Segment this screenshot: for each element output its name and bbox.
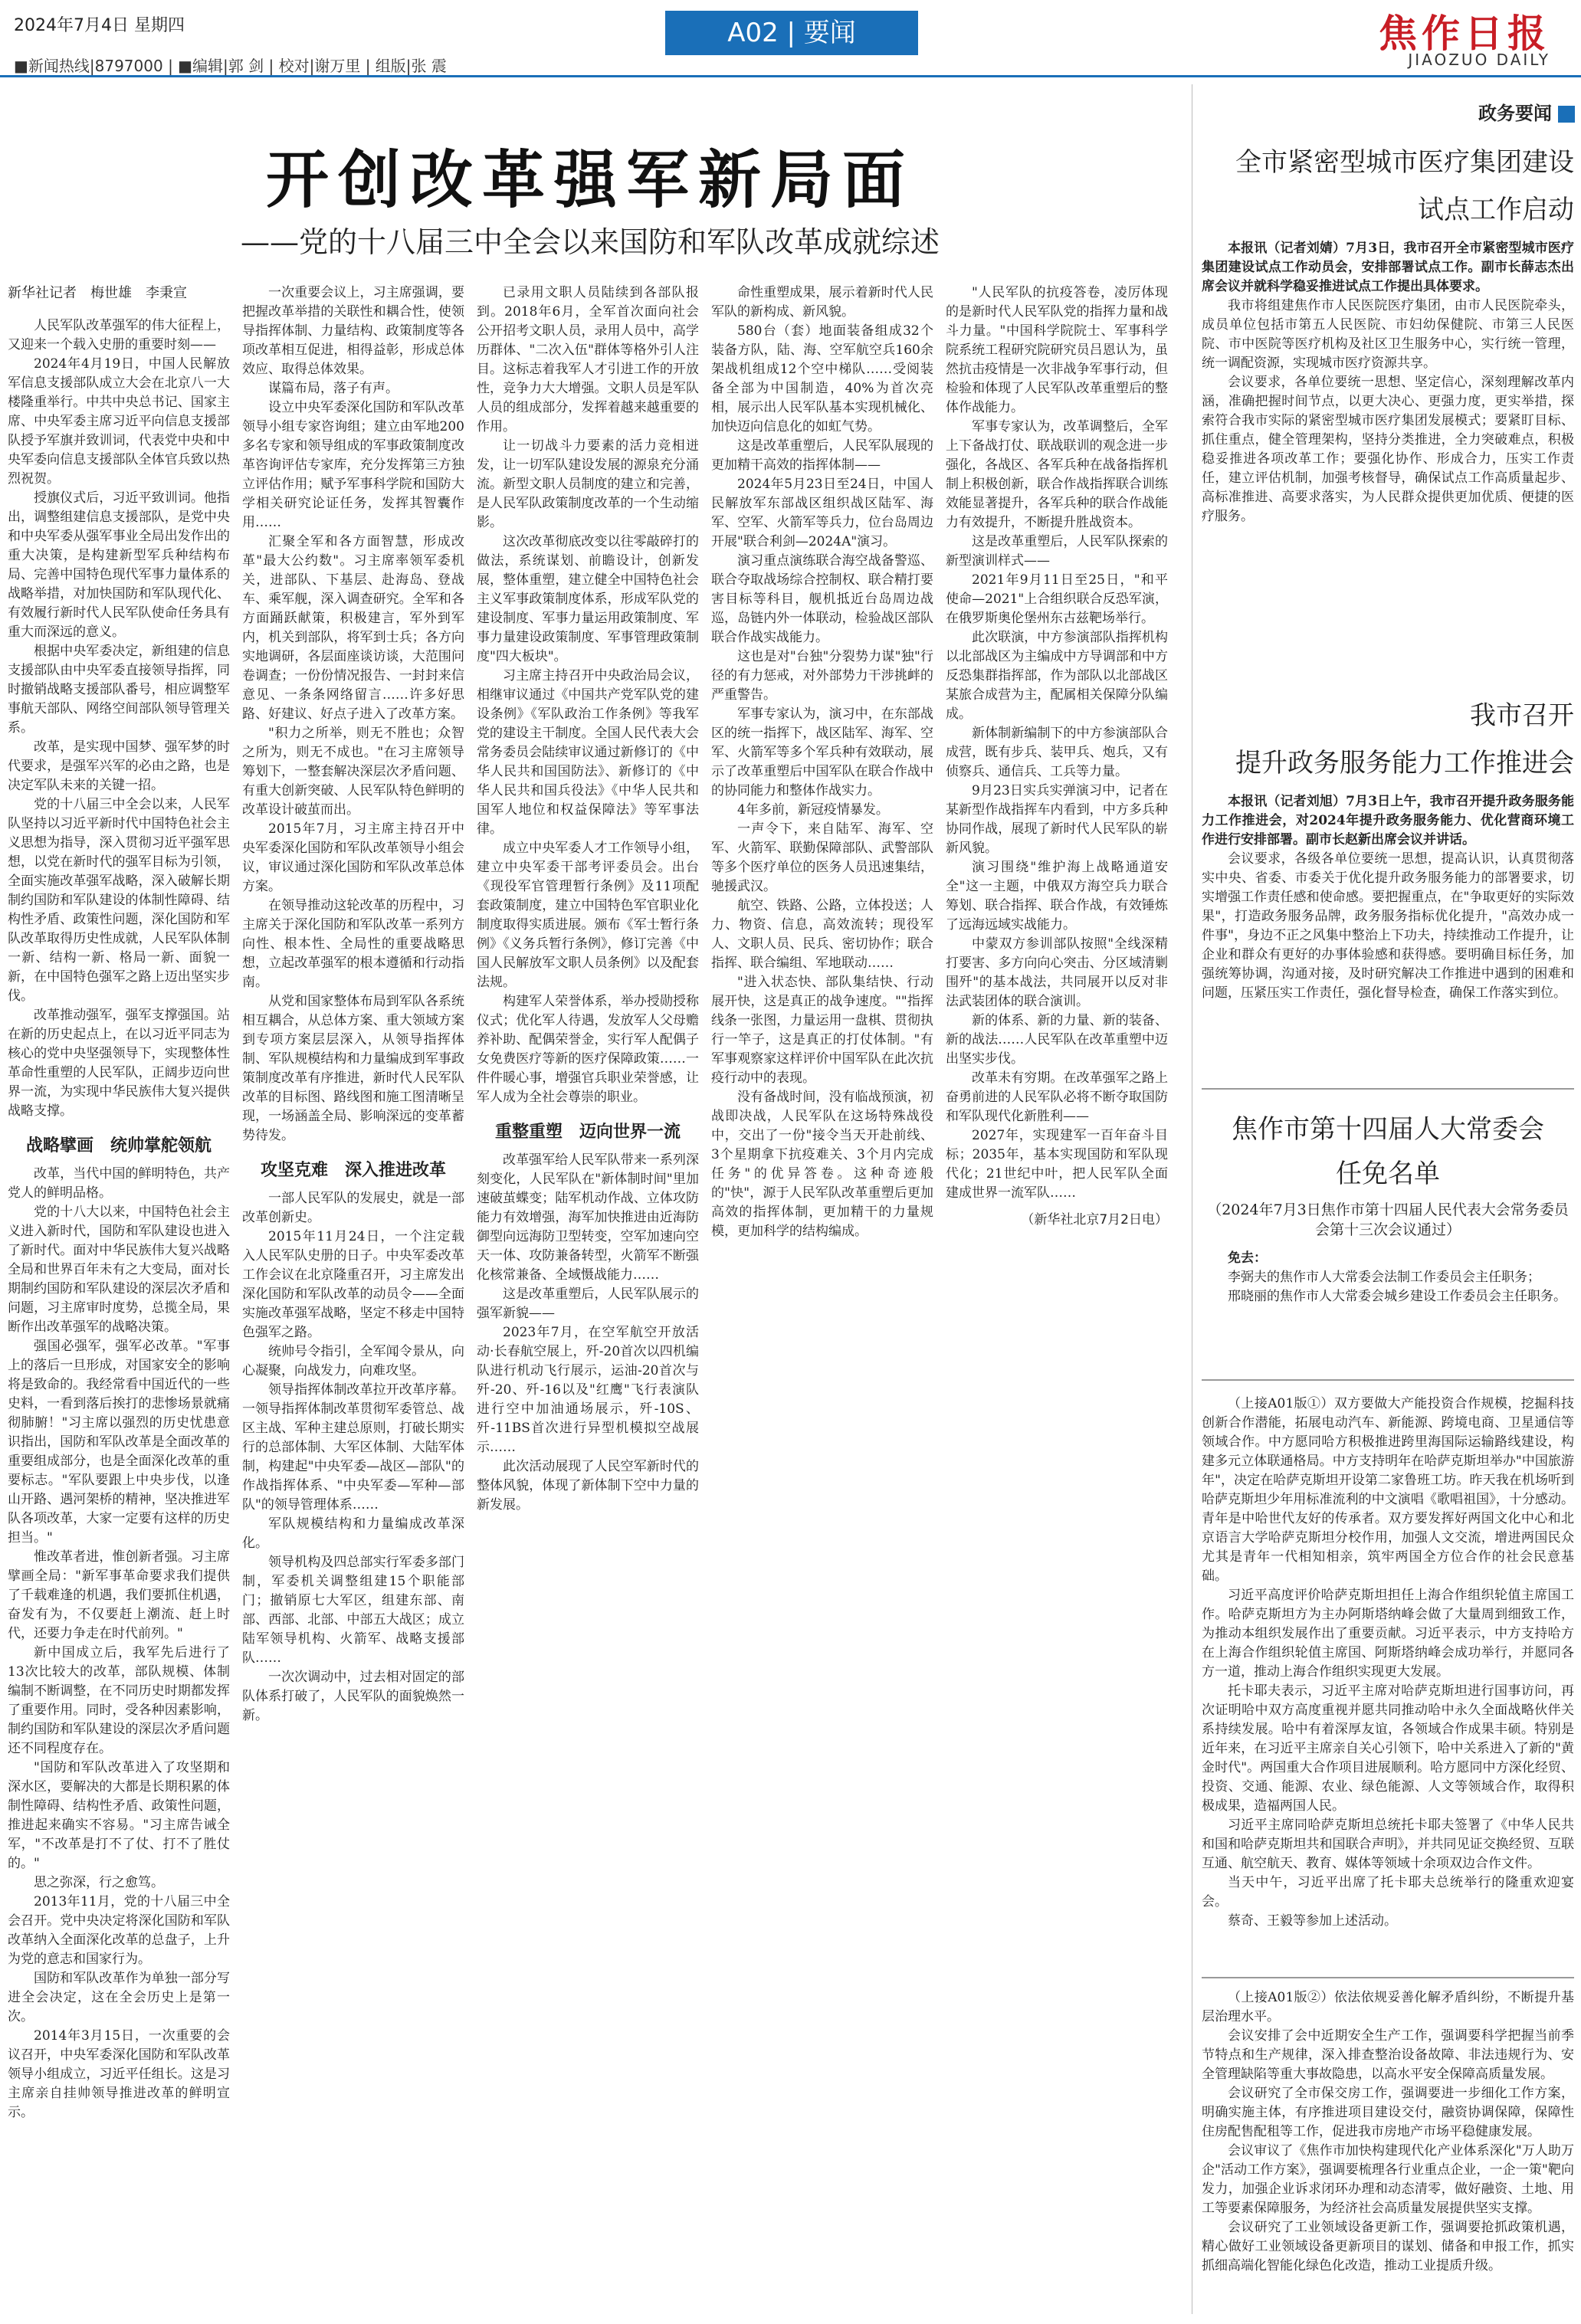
col4-paragraphs bbox=[711, 284, 933, 1241]
paragraph: 国防和军队改革作为单独一部分写进全会决定，这在全会历史上是第一次。 bbox=[8, 1971, 230, 2024]
paragraph: 4年多前，新冠疫情暴发。 bbox=[737, 802, 889, 818]
col3b-paragraphs bbox=[477, 1151, 699, 1515]
paragraph: 这是改革重塑后，人民军队展现的更加精干高效的指挥体制—— bbox=[711, 438, 933, 473]
paragraph: 托卡耶夫表示，习近平主席对哈萨克斯坦进行国事访问，再次证明哈中双方高度重视并愿共同推动哈中永久全面战略伙伴关系持续发展。哈中有着深厚友谊，各领域合作成果丰硕。特别是近年来，在习近平主席亲自关心引领下，哈中关系进入了新的"黄金时代"。两国重大合作项目进展顺利。哈方愿同中方深化经贸、投资、交通、能源、农业、绿色能源、人文等领域合作，取得积极成果，造福两国人民。 bbox=[1202, 1683, 1574, 1814]
paragraph: 构建军人荣誉体系，举办授勋授称仪式；优化军人待遇，发放军人父母赡养补助、配偶荣誉金，实行军人配偶子女免费医疗等新的医疗保障政策……一件件暖心事，增强官兵职业荣誉感，让军人成为全社会尊崇的职业。 bbox=[477, 994, 699, 1105]
newspaper-logo: 焦作日报 bbox=[1379, 11, 1550, 56]
lead-paragraph: 本报讯（记者刘旭）7月3日上午，我市召开提升政务服务能力工作推进会，对2024年提升政务服务能力、优化营商环境工作进行安排部署。副市长赵新出席会议并讲话。 bbox=[1202, 794, 1574, 847]
paragraph: "积力之所举，则无不胜也；众智之所为，则无不成也。"在习主席领导筹划下，一整套解决深层次矛盾问题、有重大创新突破、人民军队特色鲜明的改革设计破茧而出。 bbox=[242, 726, 464, 818]
paragraph: 此次活动展现了人民空军新时代的整体风貌，体现了新体制下空中力量的新发展。 bbox=[477, 1459, 699, 1513]
divider bbox=[1202, 1977, 1574, 1978]
paragraph: 命性重塑成果，展示着新时代人民军队的新构成、新风貌。 bbox=[711, 285, 933, 320]
paragraph: 会议安排了会中近期安全生产工作，强调要科学把握当前季节特点和生产规律，深入排查整治设备故障、非法违规行为、安全管理缺陷等重大事故隐患，以高水平安全保障高质量发展。 bbox=[1202, 2028, 1574, 2082]
article-columns bbox=[8, 284, 1173, 2306]
section-heading-3: 重整重塑 迈向世界一流 bbox=[494, 1123, 681, 1142]
col5-paragraphs bbox=[946, 284, 1168, 1203]
paragraph: 会议研究了工业领域设备更新工作，强调要抢抓政策机遇，精心做好工业领域设备更新项目的谋划、储备和申报工作，抓实抓细高端化智能化绿色化改造，推动工业提质升级。 bbox=[1202, 2220, 1574, 2273]
paragraph: 新体制新编制下的中方参演部队合成营，既有步兵、装甲兵、炮兵，又有侦察兵、通信兵、工兵等力量。 bbox=[946, 726, 1168, 779]
article-credit: （新华社北京7月2日电） bbox=[1021, 1212, 1168, 1228]
removal-label: 免去： bbox=[1228, 1251, 1267, 1266]
section-label: 政务要闻 bbox=[1478, 98, 1575, 125]
paragraph: 成立中央军委人才工作领导小组，建立中央军委干部考评委员会。出台《现役军官管理暂行条例》及11项配套政策制度，建立中国特色军官职业化制度取得实质进展。颁布《军士暂行条例》《义务兵暂行条例》，修订完善《中国人民解放军文职人员条例》以及配套法规。 bbox=[477, 841, 699, 990]
paragraph: 一次重要会议上，习主席强调，要把握改革举措的关联性和耦合性，使领导指挥体制、力量结构、政策制度等各项改革相互促进，相得益彰，形成总体效应、取得总体效果。 bbox=[242, 285, 464, 377]
paragraph: 一声令下，来自陆军、海军、空军、火箭军、联勤保障部队、武警部队等多个医疗单位的医务人员迅速集结，驰援武汉。 bbox=[711, 821, 933, 894]
paragraph: 此次联演，中方参演部队指挥机构以北部战区为主编成中方导调部和中方反恐集群指挥部，作为部队以北部战区某旅合成营为主，配属相关保障分队编成。 bbox=[946, 630, 1168, 722]
paragraph: 新中国成立后，我军先后进行了13次比较大的改革，部队规模、体制编制不断调整，在不同历史时期都发挥了重要作用。同时，受各种因素影响，制约国防和军队建设的深层次矛盾问题还不同程度存在。 bbox=[8, 1645, 230, 1756]
headline-line-2: 提升政务服务能力工作推进会 bbox=[1235, 748, 1574, 778]
main-article bbox=[0, 84, 1180, 2314]
paragraph: 领导指挥体制改革拉开改革序幕。一领导指挥体制改革贯彻军委管总、战区主战、军种主建总原则，打破长期实行的总部体制、大军区体制、大陆军体制，构建起"中央军委—战区—部队"的作战指挥体系、"中央军委—军种—部队"的领导管理体系…… bbox=[242, 1382, 464, 1513]
paragraph: 思之弥深，行之愈笃。 bbox=[34, 1875, 164, 1890]
headline-line-1: 焦作市第十四届人大常委会 bbox=[1232, 1114, 1544, 1145]
paragraph: 这是改革重塑后，人民军队展示的强军新貌—— bbox=[477, 1287, 699, 1321]
article-continued-2 bbox=[1202, 1988, 1574, 2310]
column-1 bbox=[8, 284, 230, 2306]
paragraph: 这是改革重塑后，人民军队探索的新型演训样式—— bbox=[946, 534, 1168, 569]
headline-line-1: 全市紧密型城市医疗集团建设 bbox=[1235, 147, 1574, 178]
paragraph: 李弼夫的焦作市人大常委会法制工作委员会主任职务； bbox=[1228, 1270, 1540, 1285]
paragraph: 习近平主席同哈萨克斯坦总统托卡耶夫签署了《中华人民共和国和哈萨克斯坦共和国联合声明》，并共同见证交换经贸、互联互通、航空航天、教育、媒体等领域十余项双边合作文件。 bbox=[1202, 1818, 1574, 1871]
lead-paragraph: 本报讯（记者刘婧）7月3日，我市召开全市紧密型城市医疗集团建设试点工作动员会，安排部署试点工作。副市长薛志杰出席会议并就科学稳妥推进试点工作提出具体要求。 bbox=[1202, 241, 1574, 294]
paragraph: 已录用文职人员陆续到各部队报到。2018年6月，全军首次面向社会公开招考文职人员，录用人员中，高学历群体、"二次入伍"群体等格外引人注目。这标志着我军人才引进工作的开放性，竞争力大大增强。文职人员是军队人员的组成部分，发挥着越来越重要的作用。 bbox=[477, 285, 699, 434]
paragraph: 2014年3月15日，一次重要的会议召开，中央军委深化国防和军队改革领导小组成立，习近平任组长。这是习主席亲自挂帅领导推进改革的鲜明宣示。 bbox=[8, 2028, 230, 2120]
paragraph: 2027年，实现建军一百年奋斗目标；2035年，基本实现国防和军队现代化；21世纪中叶，把人民军队全面建成世界一流军队…… bbox=[946, 1128, 1168, 1201]
paragraph: "国防和军队改革进入了攻坚期和深水区，要解决的大都是长期积累的体制性障碍、结构性矛盾、政策性问题，推进起来确实不容易。"习主席告诫全军，"不改革是打不了仗、打不了胜仗的。" bbox=[8, 1760, 230, 1871]
paragraph: 2024年4月19日，中国人民解放军信息支援部队成立大会在北京八一大楼隆重举行。中共中央总书记、国家主席、中央军委主席习近平向信息支援部队授予军旗并致训词，代表党中央和中央军委向信息支援部队全体官兵致以热烈祝贺。 bbox=[8, 356, 230, 487]
column-2 bbox=[242, 284, 464, 2306]
page-header bbox=[0, 0, 1581, 77]
paragraph: 演习重点演练联合海空战备警巡、联合夺取战场综合控制权、联合精打要害目标等科目，舰机抵近台岛周边战巡，岛链内外一体联动，检验战区部队联合作战实战能力。 bbox=[711, 553, 933, 645]
paragraph: 谋篇布局，落子有声。 bbox=[268, 381, 399, 396]
paragraph: 改革，是实现中国梦、强军梦的时代要求，是强军兴军的必由之路，也是决定军队未来的关键一招。 bbox=[8, 739, 230, 793]
paragraph: 演习围绕"维护海上战略通道安全"这一主题，中俄双方海空兵力联合筹划、联合指挥、联合作战，有效锤炼了远海远域实战能力。 bbox=[946, 860, 1168, 933]
paragraph: 一部人民军队的发展史，就是一部改革创新史。 bbox=[242, 1191, 464, 1225]
paragraph: 军事专家认为，改革调整后，全军上下备战打仗、联战联训的观念进一步强化，各战区、各军兵种在战备指挥机制上积极创新，联合作战指挥联合训练效能显著提升，各军兵种的联合作战能力有效提升，不断提升胜战资本。 bbox=[946, 419, 1168, 530]
body-paragraphs bbox=[1202, 850, 1574, 1003]
col1-paragraphs bbox=[8, 316, 230, 1121]
section-heading-1: 战略擘画 统帅掌舵领航 bbox=[25, 1136, 212, 1155]
headline-line-2: 任免名单 bbox=[1336, 1159, 1440, 1189]
col3-paragraphs bbox=[477, 284, 699, 1107]
paragraph: 改革强军给人民军队带来一系列深刻变化，人民军队在"新体制时间"里加速破茧蝶变；陆军机动作战、立体攻防能力有效增强，海军加快推进由近海防御型向远海防卫型转变，空军加速向空天一体、攻防兼备转型，火箭军不断强化核常兼备、全域慑战能力…… bbox=[477, 1152, 699, 1283]
paragraph: 没有备战时间，没有临战预演，初战即决战，人民军队在这场特殊战役中，交出了一份"接令当天开赴前线、3个星期拿下抗疫难关、3个月内完成任务"的优异答卷。这种奇迹般的"快"，源于人民军队改革重塑后更加高效的指挥体制，更加精干的力量规模，更加科学的结构编成。 bbox=[711, 1090, 933, 1239]
paragraph: 2015年11月24日，一个注定载入人民军队史册的日子。中央军委改革工作会议在北京隆重召开，习主席发出深化国防和军队改革的动员令——全面实施改革强军战略，坚定不移走中国特色强军之路。 bbox=[242, 1229, 464, 1340]
body-paragraphs bbox=[1202, 2027, 1574, 2276]
header-rule bbox=[0, 75, 1581, 77]
paragraph: 从党和国家整体布局到军队各系统相互耦合，从总体方案、重大领域方案到专项方案层层深入，从领导指挥体制、军队规模结构和力量编成到军事政策制度改革有序推进，新时代人民军队改革的目标图、路线图和施工图清晰呈现，一场涵盖全局、影响深远的变革蓄势待发。 bbox=[242, 994, 464, 1143]
removal-items bbox=[1202, 1268, 1574, 1306]
article-subtitle: ——党的十八届三中全会以来国防和军队改革成就综述 bbox=[240, 225, 940, 259]
paragraph: 改革未有穷期。在改革强军之路上奋勇前进的人民军队必将不断夺取国防和军队现代化新胜利—— bbox=[946, 1070, 1168, 1124]
column-4 bbox=[711, 284, 933, 2306]
newspaper-logo-en: JIAOZUO DAILY bbox=[1408, 51, 1550, 69]
paragraph: 邢晓丽的焦作市人大常委会城乡建设工作委员会主任职务。 bbox=[1228, 1289, 1566, 1304]
article-government-services bbox=[1202, 697, 1574, 1003]
paragraph: 新的体系、新的力量、新的装备、新的战法……人民军队在改革重塑中迈出坚实步伐。 bbox=[946, 1013, 1168, 1067]
paragraph: 我市将组建焦作市人民医院医疗集团，由市人民医院牵头，成员单位包括市第五人民医院、市妇幼保健院、市第三人民医院、市中医院等医疗机构及社区卫生服务中心，实行统一管理，统一调配资源，实现城市医疗资源共享。 bbox=[1202, 298, 1574, 371]
divider bbox=[1202, 1088, 1574, 1090]
article-appointment-list bbox=[1202, 1111, 1574, 1306]
session-note: （2024年7月3日焦作市第十四届人民代表大会常务委员会第十三次会议通过） bbox=[1207, 1201, 1569, 1238]
paragraph: 军事专家认为，演习中，在东部战区的统一指挥下，战区陆军、海军、空军、火箭军等多个军兵种有效联动，展示了改革重塑后中国军队在联合作战中的协同能力和整体作战实力。 bbox=[711, 706, 933, 798]
headline-line-1: 我市召开 bbox=[1470, 700, 1574, 731]
paragraph: 习主席主持召开中央政治局会议，相继审议通过《中国共产党军队党的建设条例》《军队政治工作条例》等我军党的建设主干制度。全国人民代表大会常务委员会陆续审议通过新修订的《中华人民共和国国防法》、新修订的《中华人民共和国兵役法》《中华人民共和国军人地位和权益保障法》等军事法律。 bbox=[477, 668, 699, 837]
paragraph: 当天中午，习近平出席了托卡耶夫总统举行的隆重欢迎宴会。 bbox=[1202, 1875, 1574, 1909]
headline-line-2: 试点工作启动 bbox=[1418, 195, 1574, 225]
paragraph: 蔡奇、王毅等参加上述活动。 bbox=[1228, 1913, 1397, 1929]
paragraph: 在领导推动这轮改革的历程中，习主席关于深化国防和军队改革一系列方向性、根本性、全局性的重要战略思想，立起改革强军的根本遵循和行动指南。 bbox=[242, 898, 464, 990]
paragraph: 设立中央军委深化国防和军队改革领导小组专家咨询组；建立由军地200多名专家和领导组成的军事政策制度改革咨询评估专家库，充分发挥第三方独立评估作用；赋予军事科学院和国防大学相关研究论证任务，发挥其智囊作用…… bbox=[242, 400, 464, 530]
body-paragraphs bbox=[1202, 1586, 1574, 1931]
paragraph: 让一切战斗力要素的活力竞相迸发，让一切军队建设发展的源泉充分涌流。新型文职人员制度的建立和完善，是人民军队政策制度改革的一个生动缩影。 bbox=[477, 438, 699, 530]
paragraph: 汇聚全军和各方面智慧，形成改革"最大公约数"。习主席率领军委机关，进部队、下基层、赴海岛、登战车、乘军舰，深入调查研究。全军和各方面踊跃献策，积极建言，军外到军内，机关到部队，将军到士兵；各方向实地调研，各层面座谈访谈，大范围问卷调查；一份份情况报告、一封封来信意见、一条条网络留言……许多好思路、好建议、好点子进入了改革方案。 bbox=[242, 534, 464, 722]
paragraph: 根据中央军委决定，新组建的信息支援部队由中央军委直接领导指挥，同时撤销战略支援部队番号，相应调整军事航天部队、网络空间部队领导管理关系。 bbox=[8, 644, 230, 736]
section-heading-2: 攻坚克难 深入推进改革 bbox=[260, 1161, 446, 1180]
paragraph: 强国必强军，强军必改革。"军事上的落后一旦形成，对国家安全的影响将是致命的。我经常看中国近代的一些史料，一看到落后挨打的悲惨场景就痛彻肺腑！"习主席以强烈的历史忧患意识指出，国防和军队改革是全面改革的重要组成部分，也是全面深化改革的重要标志。"军队要跟上中央步伐，以逢山开路、遇河架桥的精神，坚决推进军队各项改革，大家一定要有这样的历史担当。" bbox=[8, 1339, 230, 1546]
paragraph: 会议研究了全市保交房工作，强调要进一步细化工作方案，明确实施主体，有序推进项目建设交付，融资协调保障，保障性住房配售配租等工作，促进我市房地产市场平稳健康发展。 bbox=[1202, 2086, 1574, 2139]
lead-paragraph: （上接A01版②）依法依规妥善化解矛盾纠纷，不断提升基层治理水平。 bbox=[1202, 1990, 1574, 2024]
paragraph: 人民军队改革强军的伟大征程上，又迎来一个载入史册的重要时刻—— bbox=[8, 318, 230, 352]
paragraph: 9月23日实兵实弹演习中，记者在某新型作战指挥车内看到，中方多兵种协同作战，展现了新时代人民军队的崭新风貌。 bbox=[946, 783, 1168, 856]
sidebar bbox=[1192, 84, 1575, 2314]
paragraph: 2015年7月，习主席主持召开中央军委深化国防和军队改革领导小组会议，审议通过深化国防和军队改革总体方案。 bbox=[242, 821, 464, 894]
paragraph: 授旗仪式后，习近平致训词。他指出，调整组建信息支援部队，是党中央和中央军委从强军事业全局出发作出的重大决策，是构建新型军兵种结构布局、完善中国特色现代军事力量体系的战略举措，对加快国防和军队现代化、有效履行新时代人民军队使命任务具有重大而深远的意义。 bbox=[8, 490, 230, 640]
paragraph: 中蒙双方参训部队按照"全线深精打要害、多方向向心突击、分区域清剿围歼"的基本战法，共同展开以反对非法武装团体的联合演训。 bbox=[946, 936, 1168, 1009]
column-5 bbox=[946, 284, 1168, 2306]
col2-paragraphs bbox=[242, 284, 464, 1146]
issue-date: 2024年7月4日 星期四 bbox=[14, 16, 185, 35]
article-continued-1 bbox=[1202, 1395, 1574, 1969]
paragraph: 2023年7月，在空军航空开放活动·长春航空展上，歼-20首次以四机编队进行机动飞行展示，运油-20首次与歼-20、歼-16以及"红鹰"飞行表演队进行空中加油通场展示，歼-10S、歼-11BS首次进行异型机模拟空战展示…… bbox=[477, 1325, 699, 1455]
paragraph: 会议要求，各级各单位要统一思想，提高认识，认真贯彻落实中央、省委、市委关于优化提升政务服务能力的部署要求，切实增强工作责任感和使命感。要把握重点，在"争取更好的实际效果"，打造政务服务品牌，政务服务指标优化提升，"高效办成一件事"，身边不正之风集中整治上下功夫，持续推动工作提升，让企业和群众有更好的办事体验感和获得感。要明确目标任务，加强统筹协调，沟通对接，及时研究解决工作推进中遇到的困难和问题，压紧压实工作责任，强化督导检查，确保工作落实到位。 bbox=[1202, 851, 1574, 1001]
col1b-paragraphs bbox=[8, 1165, 230, 2122]
paragraph: 航空、铁路、公路，立体投送；人力、物资、信息，高效流转；现役军人、文职人员、民兵、密切协作；联合指挥、联合编组、军地联动…… bbox=[711, 898, 933, 971]
byline: 新华社记者 梅世雄 李秉宣 bbox=[8, 285, 187, 301]
paragraph: 军队规模结构和力量编成改革深化。 bbox=[242, 1516, 464, 1551]
paragraph: "人民军队的抗疫答卷，凌厉体现的是新时代人民军队党的指挥力量和战斗力量。"中国科学院院士、军事科学院系统工程研究院研究员吕恩认为，虽然抗击疫情是一次非战争军事行动，但检验和体现了人民军队改革重塑后的整体作战能力。 bbox=[946, 285, 1168, 415]
paragraph: 惟改革者进，惟创新者强。习主席擘画全局："新军事革命要求我们提供了千载难逢的机遇，我们要抓住机遇，奋发有为，不仅要赶上潮流、赶上时代，还要力争走在时代前列。" bbox=[8, 1549, 230, 1641]
paragraph: 2024年5月23日至24日，中国人民解放军东部战区组织战区陆军、海军、空军、火箭军等兵力，位台岛周边开展"联合利剑—2024A"演习。 bbox=[711, 477, 933, 549]
column-3 bbox=[477, 284, 699, 2306]
paragraph: 2021年9月11日至25日，"和平使命—2021"上合组织联合反恐军演，在俄罗斯奥伦堡州东古兹靶场举行。 bbox=[946, 572, 1168, 626]
body-paragraphs bbox=[1202, 297, 1574, 526]
paragraph: 领导机构及四总部实行军委多部门制，军委机关调整组建15个职能部门；撤销原七大军区，组建东部、南部、西部、北部、中部五大战区；成立陆军领导机构、火箭军、战略支援部队…… bbox=[242, 1555, 464, 1666]
article-medical-group bbox=[1202, 144, 1574, 526]
paragraph: 580台（套）地面装备组成32个装备方队，陆、海、空军航空兵160余架战机组成12个空中梯队……受阅装备全部为中国制造，40%为首次亮相，展示出人民军队基本实现机械化、加快迈向信息化的如虹气势。 bbox=[711, 323, 933, 434]
paragraph: 改革，当代中国的鲜明特色，共产党人的鲜明品格。 bbox=[8, 1166, 230, 1201]
paragraph: 这次改革彻底改变以往零敲碎打的做法，系统谋划、前瞻设计，创新发展，整体重塑，建立健全中国特色社会主义军事政策制度体系，形成军队党的建设制度、军事力量运用政策制度、军事力量建设政策制度、军事管理政策制度"四大板块"。 bbox=[477, 534, 699, 664]
paragraph: 会议审议了《焦作市加快构建现代化产业体系深化"万人助万企"活动工作方案》，强调要梳理各行业重点企业，一企一策"靶向发力，加强企业诉求闭环办理和动态清零，做好融资、土地、用工等要素保障服务，为经济社会高质量发展提供坚实支撑。 bbox=[1202, 2143, 1574, 2216]
paragraph: 一次次调动中，过去相对固定的部队体系打破了，人民军队的面貌焕然一新。 bbox=[242, 1670, 464, 1723]
editor-info: ■新闻热线|8797000 | ■编辑|郭 剑 | 校对|谢万里 | 组版|张 震 bbox=[14, 57, 447, 75]
article-title: 开创改革强军新局面 bbox=[265, 143, 914, 217]
page-section-label: A02 | 要闻 bbox=[665, 11, 918, 55]
paragraph: 统帅号令指引，全军闻令景从，向心凝聚，向战发力，向难攻坚。 bbox=[242, 1344, 464, 1378]
divider bbox=[1202, 1379, 1574, 1381]
col2b-paragraphs bbox=[242, 1189, 464, 1726]
lead-paragraph: （上接A01版①）双方要做大产能投资合作规模，挖掘科技创新合作潜能，拓展电动汽车、新能源、跨境电商、卫星通信等领域合作。中方愿同哈方积极推进跨里海国际运输路线建设，构建多元立体联通格局。中方支持明年在哈萨克斯坦举办"中国旅游年"，决定在哈萨克斯坦开设第二家鲁班工坊。昨天我在机场听到哈萨克斯坦少年用标准流利的中文演唱《歌唱祖国》，十分感动。青年是中哈世代友好的传承者。双方要发挥好两国文化中心和北京语言大学哈萨克斯坦分校作用，加强人文交流，增进两国民众尤其是青年一代相知相亲，筑牢两国全方位合作的社会民意基础。 bbox=[1202, 1396, 1574, 1584]
paragraph: 改革推动强军，强军支撑强国。站在新的历史起点上，在以习近平同志为核心的党中央坚强领导下，实现整体性革命性重塑的人民军队，正阔步迈向世界一流，为实现中华民族伟大复兴提供战略支撑。 bbox=[8, 1008, 230, 1119]
paragraph: 2013年11月，党的十八届三中全会召开。党中央决定将深化国防和军队改革纳入全面深化改革的总盘子，上升为党的意志和国家行为。 bbox=[8, 1894, 230, 1967]
paragraph: 习近平高度评价哈萨克斯坦担任上海合作组织轮值主席国工作。哈萨克斯坦方为主办阿斯塔纳峰会做了大量周到细致工作，为推动本组织发展作出了重要贡献。习近平表示，中方支持哈方在上海合作组织轮值主席国、阿斯塔纳峰会成功举行，并愿同各方一道，推动上海合作组织实现更大发展。 bbox=[1202, 1588, 1574, 1680]
paragraph: 会议要求，各单位要统一思想、坚定信心，深刻理解改革内涵，准确把握时间节点，以更大决心、更强力度，更实举措，探索符合我市实际的紧密型城市医疗集团发展模式；要紧盯目标、抓住重点，健全管理架构，坚持分类推进，全力突破难点，积极稳妥推进各项改革工作；要强化协作、形成合力，压实工作责任，建立评估机制，加强考核督导，确保试点工作高质量起步、高标准推进、高要求落实，为人民群众提供更加优质、便捷的医疗服务。 bbox=[1202, 375, 1574, 524]
paragraph: "进入状态快、部队集结快、行动展开快，这是真正的战争速度。""指挥线条一张图，力量运用一盘棋、贯彻执行一竿子，这是真正的打仗体制。"有军事观察家这样评价中国军队在此次抗疫行动中的表现。 bbox=[711, 975, 933, 1086]
paragraph: 党的十八届三中全会以来，人民军队坚持以习近平新时代中国特色社会主义思想为指导，深入贯彻习近平强军思想，以党在新时代的强军目标为引领，全面实施改革强军战略，深入破解长期制约国防和军队建设的体制性障碍、结构性矛盾、政策性问题，深化国防和军队改革取得历史性成就，人民军队体制一新、结构一新、格局一新、面貌一新，在中国特色强军之路上迈出坚实步伐。 bbox=[8, 797, 230, 1004]
paragraph: 这也是对"台独"分裂势力谋"独"行径的有力惩戒，对外部势力干涉挑衅的严重警告。 bbox=[711, 649, 933, 703]
paragraph: 党的十八大以来，中国特色社会主义进入新时代，国防和军队建设也进入了新时代。面对中华民族伟大复兴战略全局和世界百年未有之大变局，面对长期制约国防和军队建设的深层次矛盾和问题，习主席审时度势，总揽全局，果断作出改革强军的战略决策。 bbox=[8, 1205, 230, 1335]
